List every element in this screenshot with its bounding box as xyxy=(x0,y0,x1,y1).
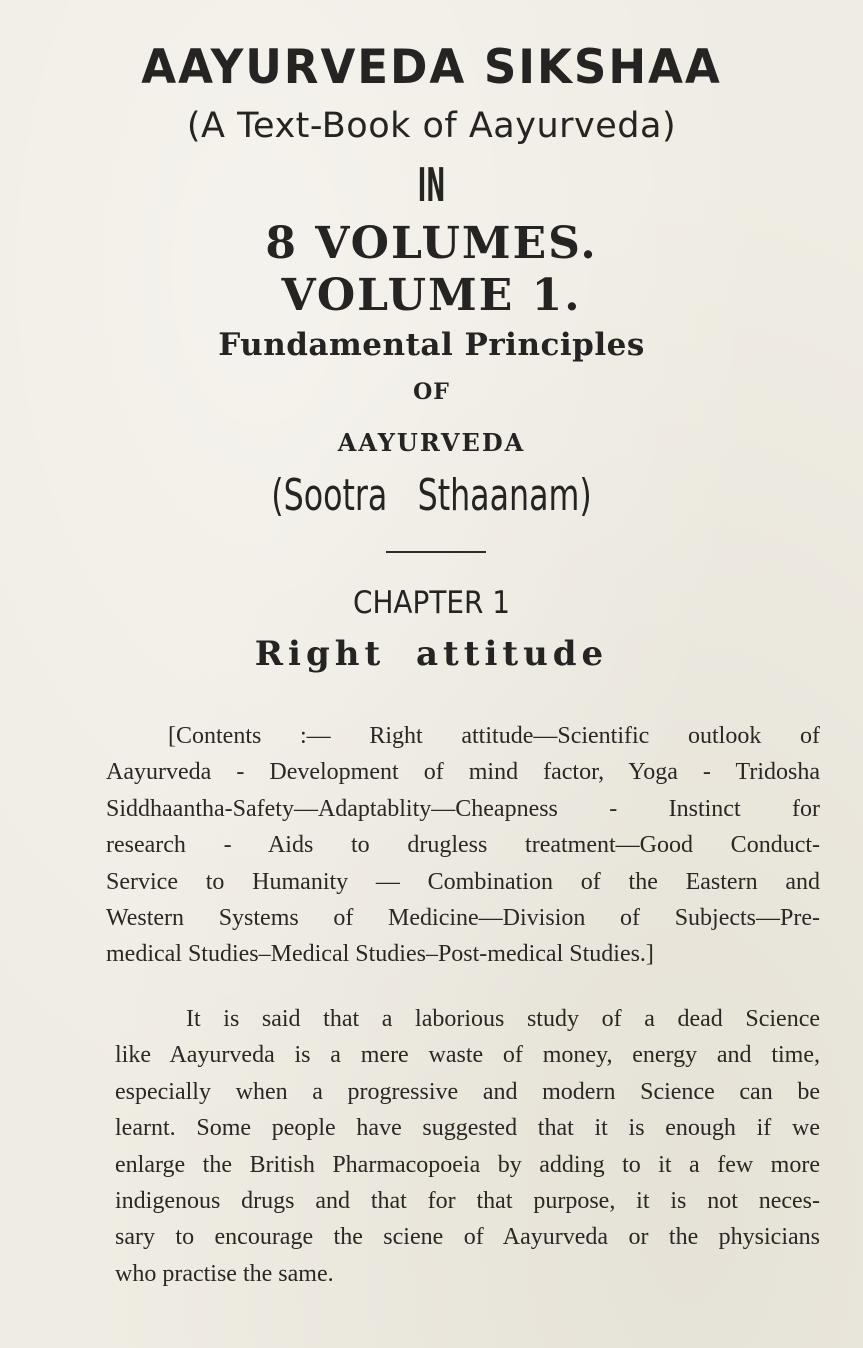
volume-heading: Fundamental Principles xyxy=(218,327,645,363)
book-title: AAYURVEDA SIKSHAA xyxy=(141,40,722,95)
contents-line: Service to Humanity — Combination of the Eastern and xyxy=(106,868,820,895)
contents-line: Siddhaantha-Safety—Adaptablity—Cheapness - Instinct for xyxy=(106,795,820,822)
body-line: indigenous drugs and that for that purpose, it is not neces- xyxy=(115,1188,820,1215)
chapter-title: Right attitude xyxy=(254,634,609,674)
body-line: especially when a progressive and modern Science can be xyxy=(115,1078,820,1105)
contents-line: research - Aids to drugless treatment—Good Conduct- xyxy=(106,832,820,859)
body-line: like Aayurveda is a mere waste of money, energy and time, xyxy=(115,1042,820,1069)
body-line: sary to encourage the sciene of Aayurveda or the physicians xyxy=(115,1224,820,1251)
volume-number: VOLUME 1. xyxy=(281,270,582,321)
body-line: enlarge the British Pharmacopoeia by adding to it a few more xyxy=(115,1151,820,1178)
divider-rule xyxy=(386,551,486,553)
contents-line: [Contents :— Right attitude—Scientific outlook of xyxy=(168,723,820,749)
chapter-contents xyxy=(44,718,820,973)
contents-line: Western Systems of Medicine—Division of Subjects—Pre- xyxy=(106,905,820,932)
volume-count: 8 VOLUMES. xyxy=(265,218,598,269)
body-paragraph xyxy=(44,1001,820,1292)
subject-title: AAYURVEDA xyxy=(337,428,526,457)
of-word: OF xyxy=(413,379,450,405)
in-word: IN xyxy=(417,158,446,212)
body-line: who practise the same. xyxy=(115,1260,334,1287)
contents-line: medical Studies–Medical Studies–Post-medical Studies.] xyxy=(106,941,654,968)
book-subtitle: (A Text-Book of Aayurveda) xyxy=(186,106,677,146)
contents-line: Aayurveda - Development of mind factor, Yoga - Tridosha xyxy=(106,759,820,786)
body-line: learnt. Some people have suggested that it is enough if we xyxy=(115,1115,820,1142)
chapter-label: CHAPTER 1 xyxy=(352,585,511,621)
body-line: It is said that a laborious study of a dead Science xyxy=(186,1006,820,1032)
section-title: (Sootra Sthaanam) xyxy=(271,470,592,521)
